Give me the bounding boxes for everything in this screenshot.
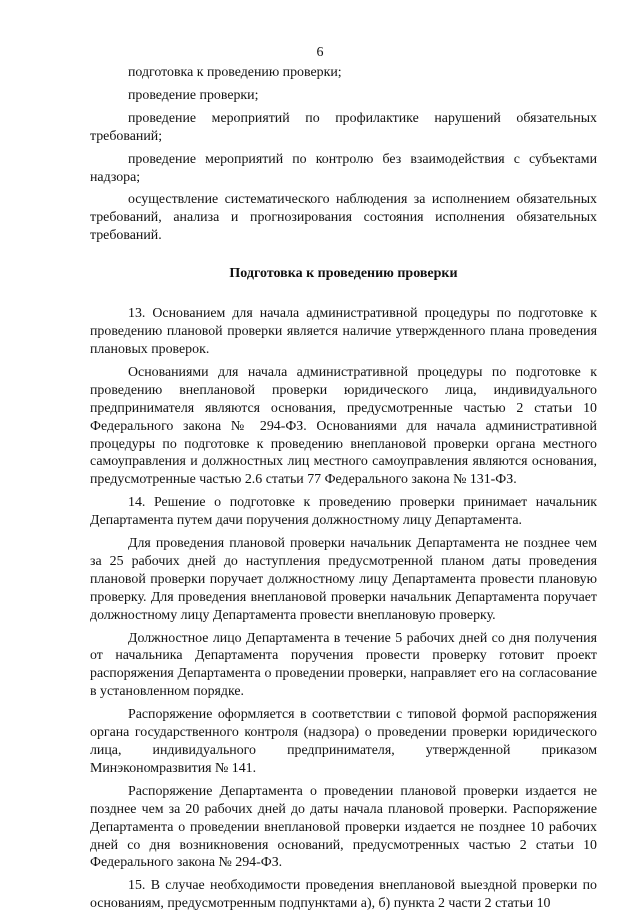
paragraph-13: 13. Основанием для начала административной процедуры по подготовке к проведению плановой проверки является наличие утвержденного плана проведения плановых проверок. [90, 306, 597, 357]
page-number: 6 [316, 45, 324, 60]
list-item-preparation: подготовка к проведению проверки; [128, 65, 342, 80]
list-item-conduct: проведение проверки; [128, 87, 259, 103]
paragraph-order-form: Распоряжение оформляется в соответствии с типовой формой распоряжения органа государственного контроля (надзора) о проведении проверки юридического лица, индивидуального предпринимателя, утвержденной приказом Минэкономразвития № 141. [90, 707, 597, 776]
paragraph-14: 14. Решение о подготовке к проведению проверки принимает начальник Департамента путем дачи поручения должностному лицу Департамента. [90, 495, 597, 529]
paragraph-draft-order: Должностное лицо Департамента в течение 5 рабочих дней со дня получения от начальника Департамента поручения провести проверку готовит проект распоряжения Департамента о проведении проверки, направляет его на согласование в установленном порядке. [90, 630, 597, 700]
paragraph-order-deadlines: Распоряжение Департамента о проведении плановой проверки издается не позднее чем за 20 рабочих дней до даты начала плановой проверки. Распоряжение Департамента о проведении внеплановой проверки издается не позднее 10 рабочих дней со дня возникновения оснований, предусмотренных частью 2 статьи 10 Федерального закона № 294-ФЗ. [90, 783, 597, 871]
paragraph-15: 15. В случае необходимости проведения внеплановой выездной проверки по основаниям, предусмотренным подпунктами а), б) пункта 2 части 2 статьи 10 [90, 878, 597, 912]
section-heading: Подготовка к проведению проверки [229, 266, 458, 282]
list-item-no-interaction-control: проведение мероприятий по контролю без взаимодействия с субъектами надзора; [90, 151, 597, 185]
paragraph-scheduled-order: Для проведения плановой проверки начальник Департамента не позднее чем за 25 рабочих дней до наступления предусмотренной планом даты проведения плановой проверки поручает должностному лицу Департамента провести плановую проверку. Для проведения внеплановой проверки начальник Департамента поручает должностному лицу Департамента провести внеплановую проверку. [90, 536, 597, 623]
list-item-systematic-observation: осуществление систематического наблюдения за исполнением обязательных требований, анализа и прогнозирования состояния исполнения обязательных требований. [90, 192, 597, 244]
paragraph-unscheduled-grounds: Основаниями для начала административной процедуры по подготовке к проведению внеплановой проверки юридического лица, индивидуального предпринимателя являются основания, предусмотренные частью 2 статьи 10 Федерального закона № 294-ФЗ. Основаниями для начала административной процедуры по подготовке к проведению внеплановой проверки органа местного самоуправления и должностных лиц местного самоуправления являются основания, предусмотренные частью 2.6 статьи 77 Федерального закона № 131-ФЗ. [90, 364, 597, 488]
document-body [90, 64, 597, 913]
list-item-prevention: проведение мероприятий по профилактике нарушений обязательных требований; [90, 110, 597, 144]
